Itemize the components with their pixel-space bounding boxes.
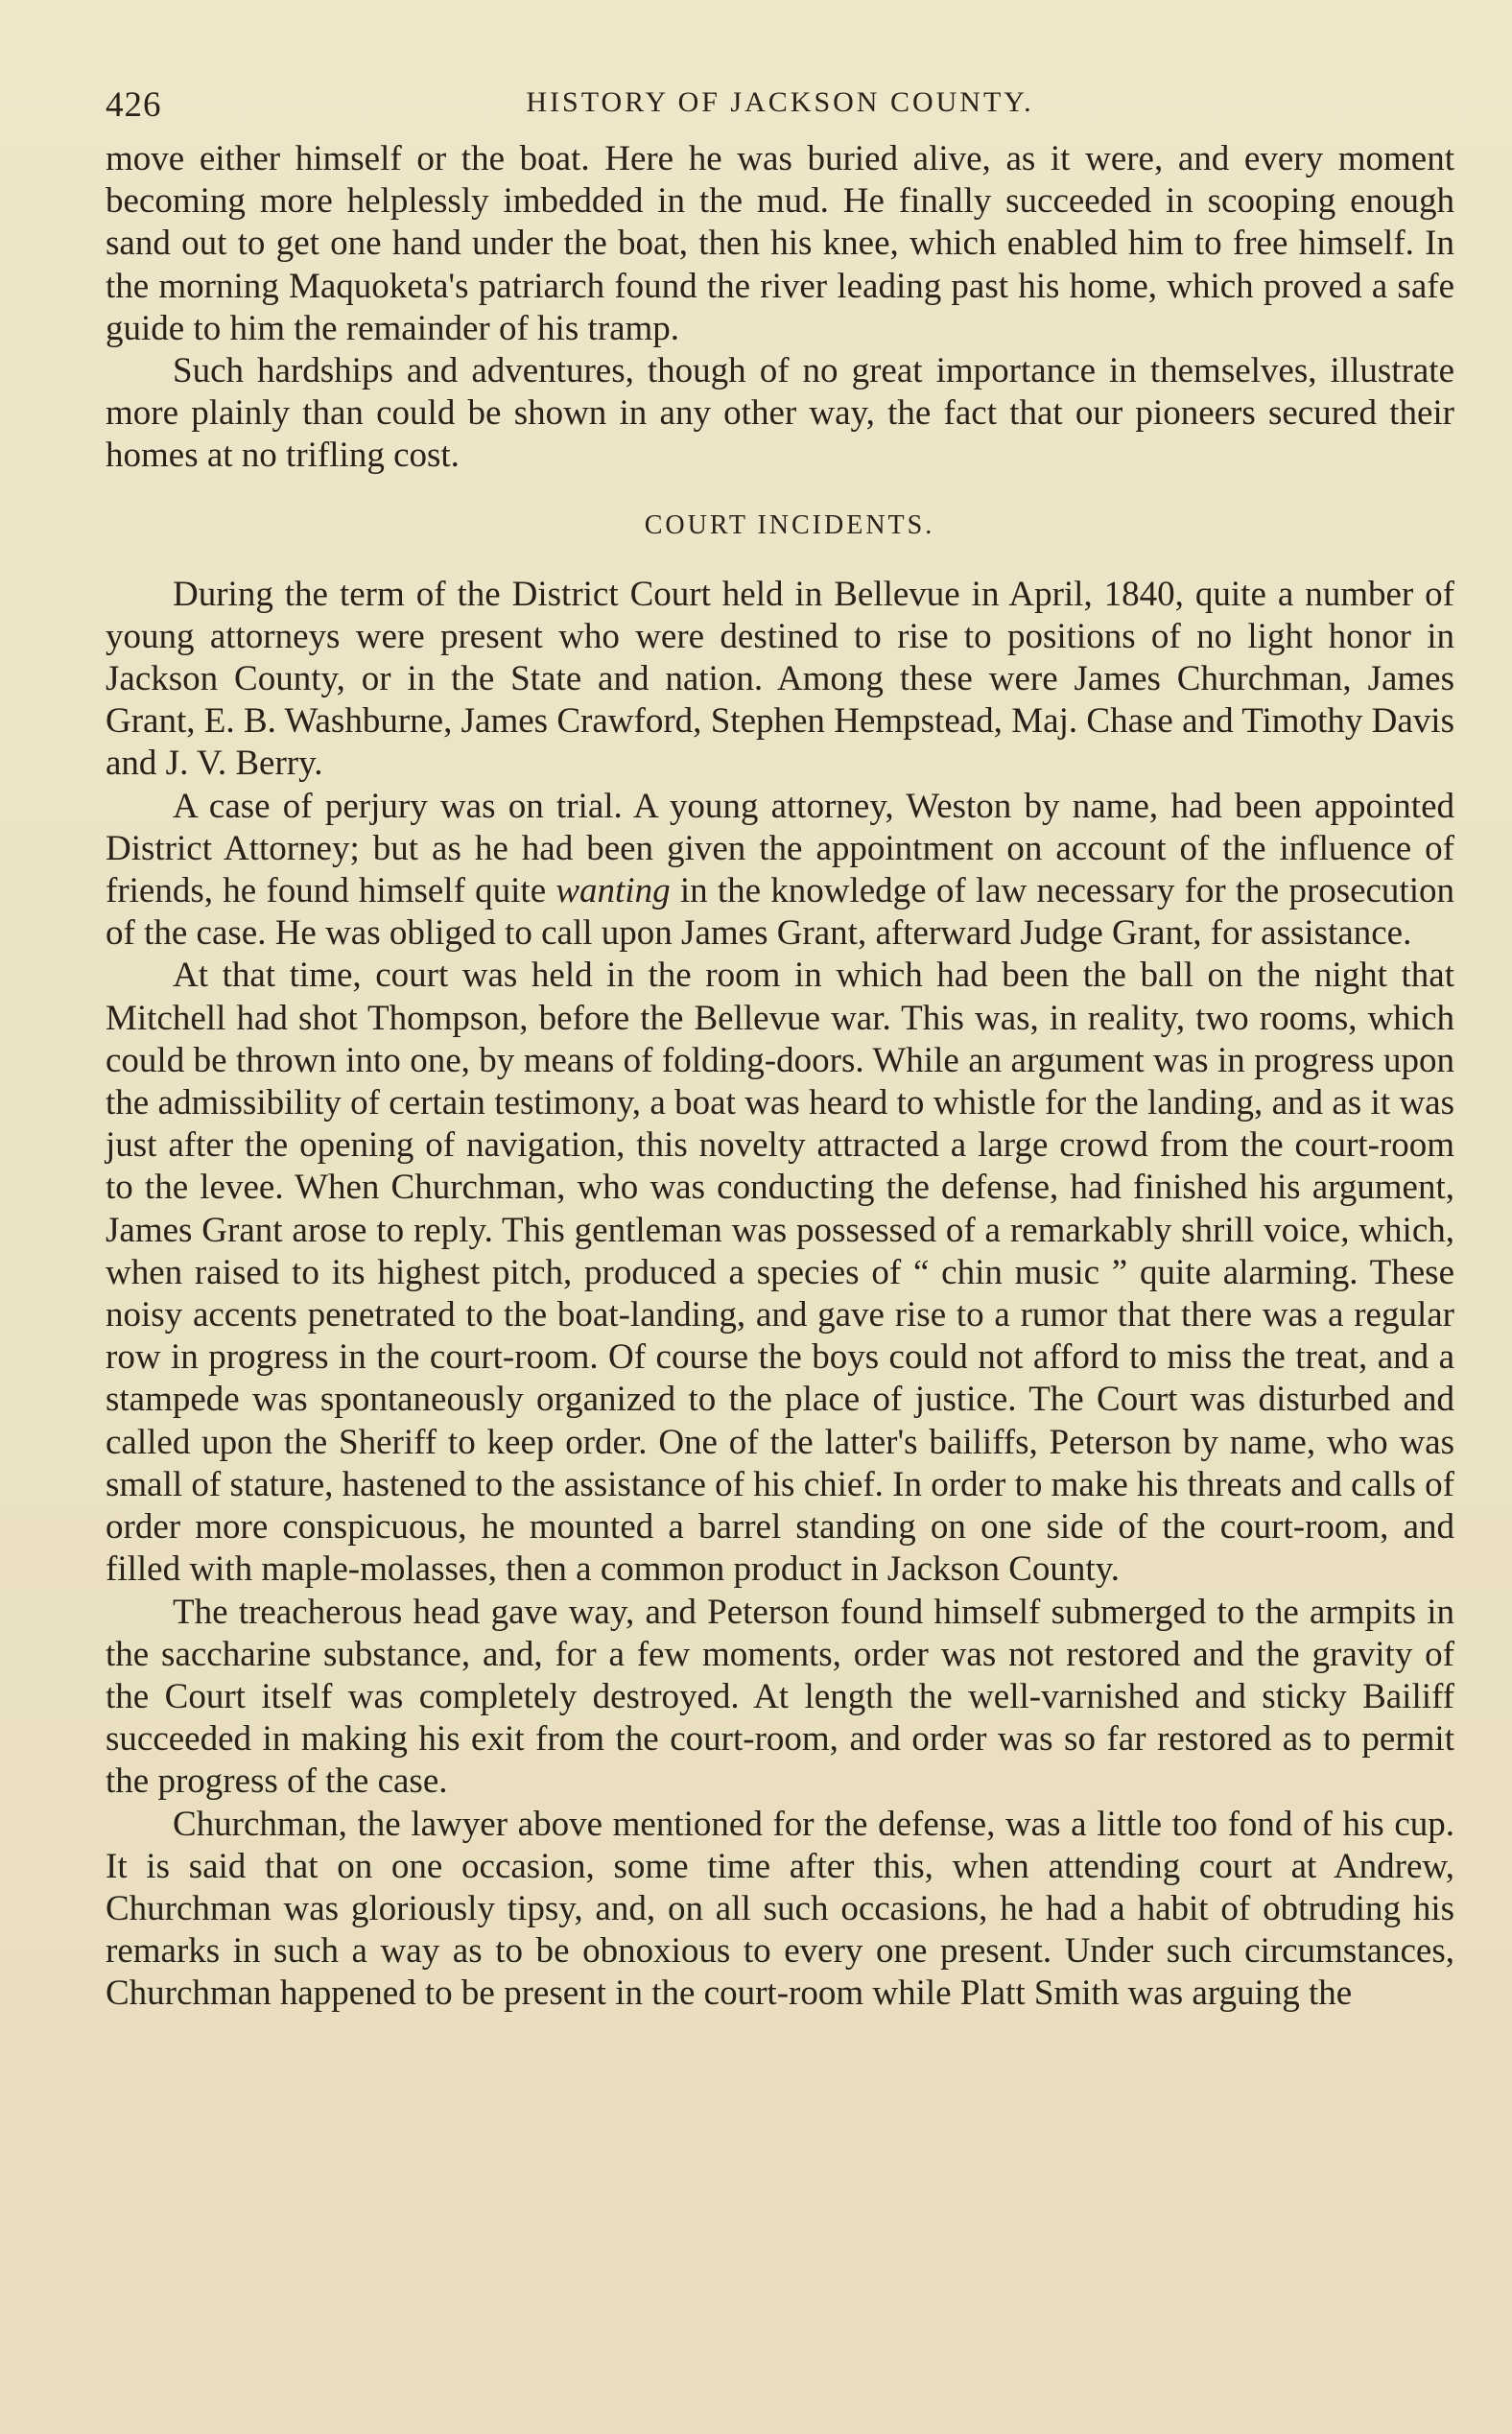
paragraph-treacherous-head: The treacherous head gave way, and Peterson found himself submerged to the armpits in the saccharine substance, and, for a few moments, order was not restored and the gravity of the Court itself was completely destroyed. At length the well-varnished and sticky Bailiff succeeded in making his exit from the court-room, and order was so far restored as to permit the progress of the case. bbox=[106, 1592, 1454, 1802]
page-number: 426 bbox=[106, 85, 162, 125]
paragraph-court-room: At that time, court was held in the room in which had been the ball on the night that Mitchell had shot Thompson, before the Bellevue war. This was, in reality, two rooms, which could be thrown into one, by means of folding-doors. While an argument was in progress upon the admissibility of certain testimony, a boat was heard to whistle for the landing, and as it was just after the opening of navigation, this novelty attracted a large crowd from the court-room to the levee. When Churchman, who was conducting the defense, had finished his argument, James Grant arose to reply. This gentleman was possessed of a remarkably shrill voice, which, when raised to its highest pitch, produced a species of “ chin music ” quite alarming. These noisy accents penetrated to the boat-landing, and gave rise to a rumor that there was a regular row in progress in the court-room. Of course the boys could not afford to miss the treat, and a stampede was spontaneously organized to the place of justice. The Court was disturbed and called upon the Sheriff to keep order. One of the latter's bailiffs, Peterson by name, who was small of stature, hastened to the assistance of his chief. In order to make his threats and calls of order more conspicuous, he mounted a barrel standing on one side of the court-room, and filled with maple-molasses, then a common product in Jackson County. bbox=[106, 956, 1454, 1590]
paragraph-hardships: Such hardships and adventures, though of no great importance in themselves, illustrate more plainly than could be shown in any other way, the fact that our pioneers secured their homes at no trifling cost. bbox=[106, 351, 1454, 476]
perjury-text-after: in the knowledge of law necessary for the prosecution of the case. He was obliged to call upon James Grant, afterward Judge Grant, for assistance. bbox=[106, 871, 1454, 954]
paragraph-district-court: During the term of the District Court held in Bellevue in April, 1840, quite a number of young attorneys were present who were destined to rise to positions of no light honor in Jackson County, or in the State and nation. Among these were James Churchman, James Grant, E. B. Washburne, James Crawford, Stephen Hempstead, Maj. Chase and Timothy Davis and J. V. Berry. bbox=[106, 574, 1454, 784]
running-head bbox=[106, 84, 1454, 138]
section-heading: COURT INCIDENTS. bbox=[644, 509, 935, 540]
italic-word: wanting bbox=[555, 871, 671, 911]
paragraph-churchman: Churchman, the lawyer above mentioned for the defense, was a little too fond of his cup. It is said that on one occasion, some time after this, when attending court at Andrew, Churchman was gloriously tipsy, and, on all such occasions, he had a habit of obtruding his remarks in such a way as to be obnoxious to every one present. Under such circumstances, Churchman happened to be present in the court-room while Platt Smith was arguing the bbox=[106, 1804, 1454, 2014]
paragraph-perjury-case bbox=[106, 786, 1454, 956]
perjury-text-before: A case of perjury was on trial. A young attorney, Weston by name, had been appointed District Attorney; but as he had been given the appointment on account of the influence of friends, he found himself quite bbox=[106, 786, 1454, 911]
paragraph-continued: move either himself or the boat. Here he was buried alive, as it were, and every moment becoming more helplessly imbedded in the mud. He finally succeeded in scooping enough sand out to get one hand under the boat, then his knee, which enabled him to free himself. In the morning Maquoketa's patriarch found the river leading past his home, which proved a safe guide to him the remainder of his tramp. bbox=[106, 139, 1454, 348]
running-title: HISTORY OF JACKSON COUNTY. bbox=[526, 86, 1034, 118]
body-text bbox=[106, 138, 1454, 2016]
